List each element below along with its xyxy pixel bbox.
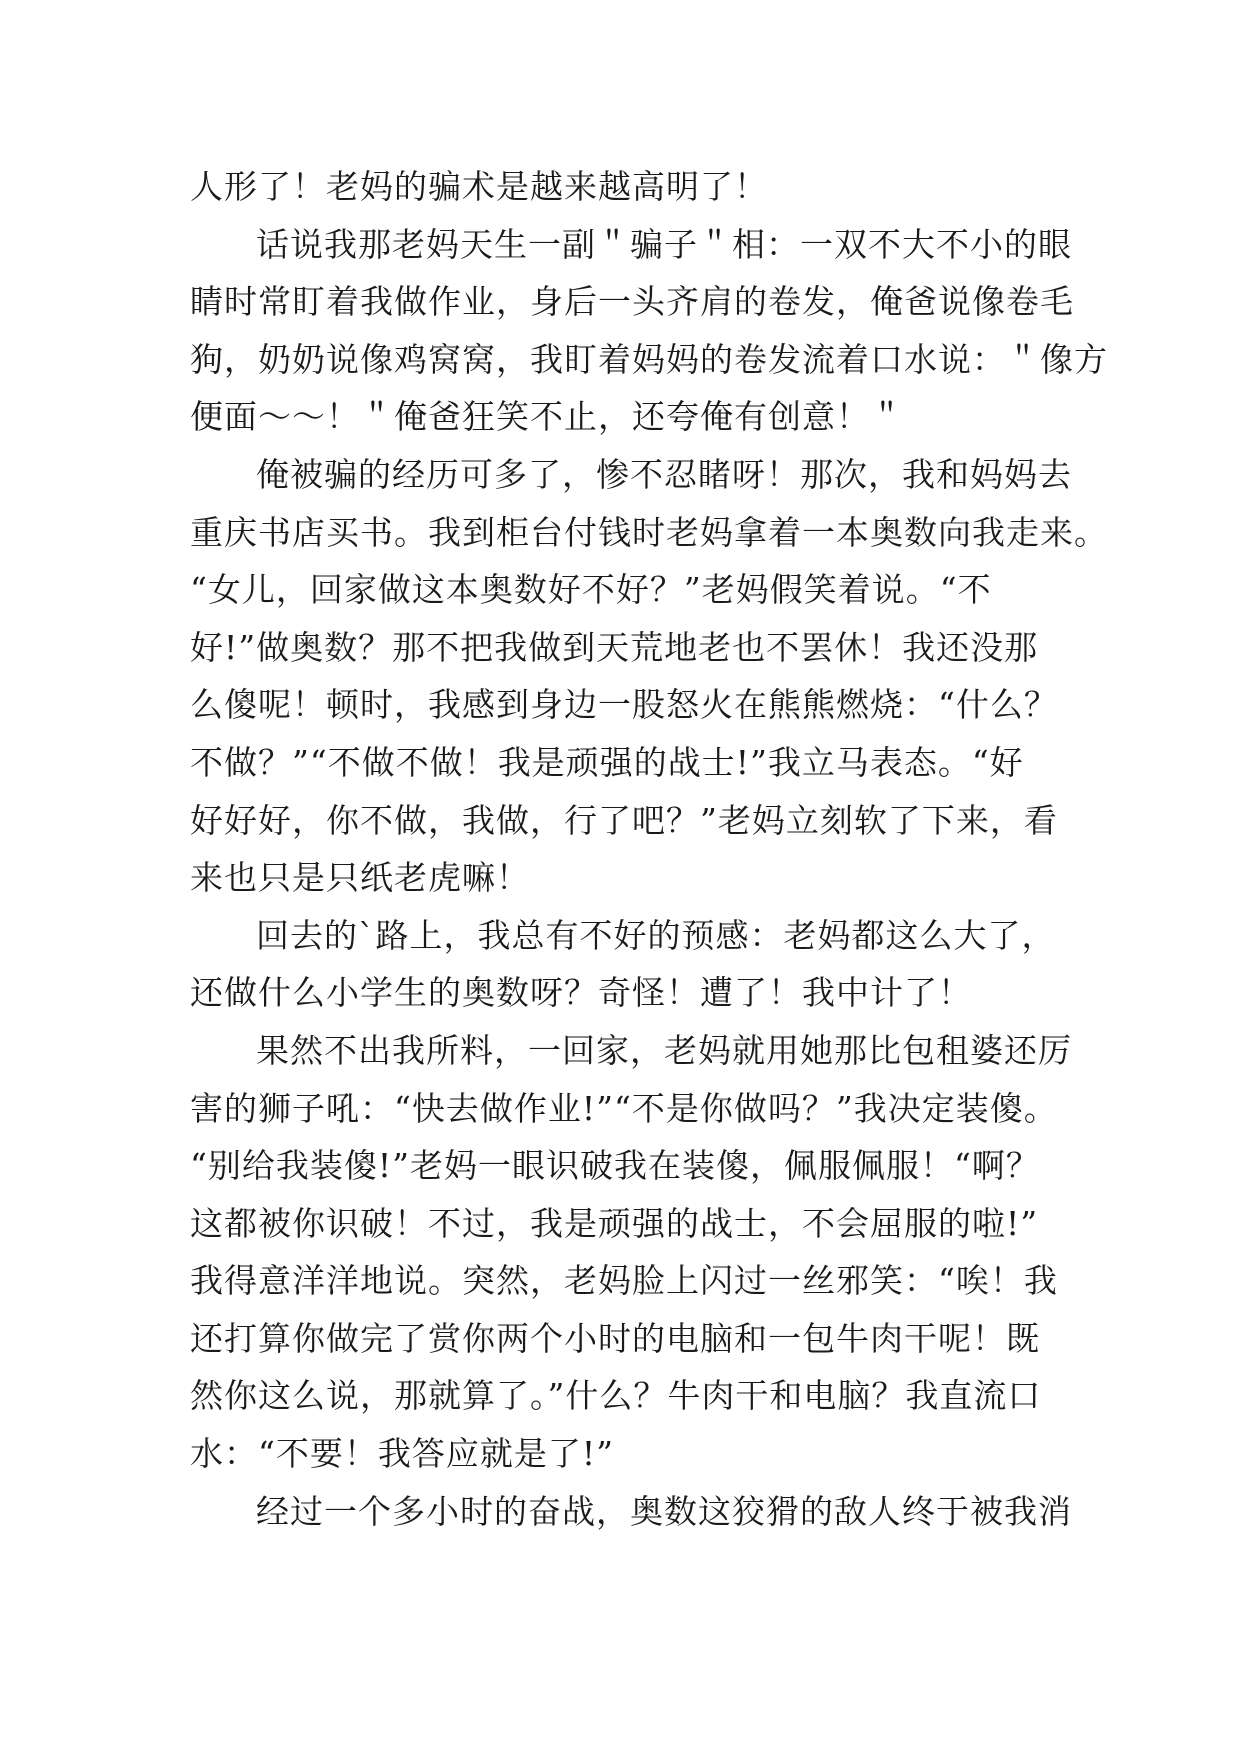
text-line: 睛时常盯着我做作业，身后一头齐肩的卷发，俺爸说像卷毛: [190, 282, 1074, 322]
text-line: 俺被骗的经历可多了，惨不忍睹呀！那次，我和妈妈去: [256, 454, 1072, 494]
text-line: 害的狮子吼：“快去做作业!”“不是你做吗？”我决定装傻。: [190, 1088, 1058, 1128]
text-line: 我得意洋洋地说。突然，老妈脸上闪过一丝邪笑：“唉！我: [190, 1261, 1058, 1301]
text-line: 人形了！老妈的骗术是越来越高明了！: [190, 167, 768, 206]
text-line: 好好好，你不做，我做，行了吧？”老妈立刻软了下来，看: [190, 800, 1058, 840]
text-line: 还做什么小学生的奥数呀？奇怪！遭了！我中计了！: [190, 973, 972, 1013]
text-line: “女儿，回家做这本奥数好不好？”老妈假笑着说。“不: [190, 570, 992, 610]
text-line: 狗，奶奶说像鸡窝窝，我盯着妈妈的卷发流着口水说：＂像方: [190, 339, 1108, 379]
text-line: 么傻呢！顿时，我感到身边一股怒火在熊熊燃烧：“什么？: [190, 685, 1058, 725]
document-body: [190, 158, 1108, 1540]
text-line: 重庆书店买书。我到柜台付钱时老妈拿着一本奥数向我走来。: [190, 512, 1108, 552]
text-line: 还打算你做完了赏你两个小时的电脑和一包牛肉干呢！既: [190, 1318, 1040, 1358]
text-line: 经过一个多小时的奋战，奥数这狡猾的敌人终于被我消: [256, 1491, 1072, 1531]
text-line: 来也只是只纸老虎嘛！: [190, 858, 530, 898]
text-line: 话说我那老妈天生一副＂骗子＂相：一双不大不小的眼: [256, 224, 1072, 264]
text-line: 好!”做奥数？那不把我做到天荒地老也不罢休！我还没那: [190, 627, 1039, 667]
text-line: 水：“不要！我答应就是了!”: [190, 1434, 615, 1474]
text-line: 这都被你识破！不过，我是顽强的战士，不会屈服的啦!”: [190, 1203, 1039, 1243]
text-line: 然你这么说，那就算了。”什么？牛肉干和电脑？我直流口: [190, 1376, 1042, 1416]
text-line: 便面～～！＂俺爸狂笑不止，还夸俺有创意！＂: [190, 397, 904, 437]
text-line: “别给我装傻!”老妈一眼识破我在装傻，佩服佩服！“啊？: [190, 1146, 1040, 1186]
text-line: 不做？”“不做不做！我是顽强的战士!”我立马表态。“好: [190, 742, 1024, 782]
text-line: 回去的`路上，我总有不好的预感：老妈都这么大了，: [256, 915, 1056, 955]
text-line: 果然不出我所料，一回家，老妈就用她那比包租婆还厉: [256, 1030, 1072, 1070]
